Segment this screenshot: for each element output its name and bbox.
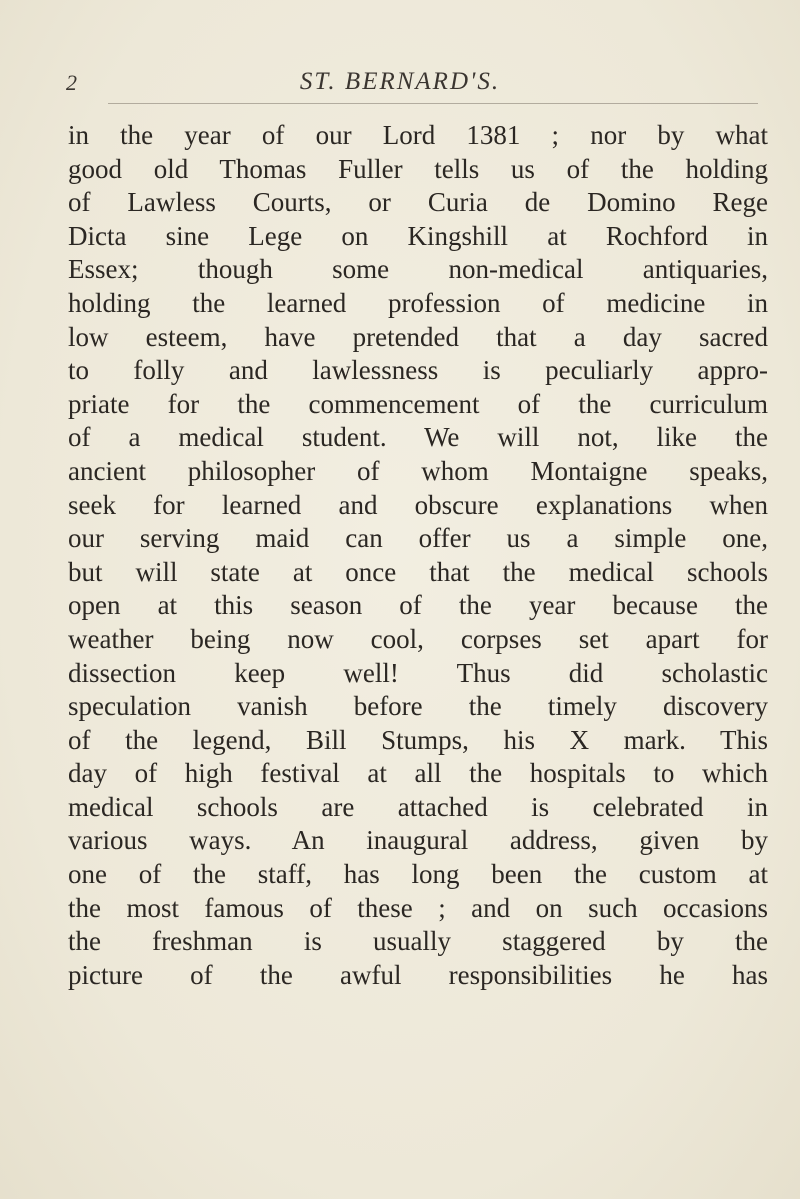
page-number: 2 [66,70,77,95]
text-line: one of the staff, has long been the custom at [68,859,768,890]
text-line: seek for learned and obscure explanations when [68,489,768,520]
text-line: Dicta sine Lege on Kingshill at Rochford in [68,220,768,251]
text-line: of Lawless Courts, or Curia de Domino Rege [68,187,768,218]
text-line: of a medical student. We will not, like the [68,422,768,453]
text-line: medical schools are attached is celebrated in [68,791,768,822]
running-title: ST. BERNARD'S. [299,68,501,95]
text-line: priate for the commencement of the curriculum [68,388,768,419]
text-line: our serving maid can offer us a simple one, [68,523,768,554]
text-line: ancient philosopher of whom Montaigne speaks, [68,455,768,486]
text-line: good old Thomas Fuller tells us of the holding [68,153,768,184]
text-line: the most famous of these ; and on such occasions [68,892,768,923]
text-line: weather being now cool, corpses set apart for [68,623,768,654]
header-rule [108,103,758,104]
text-line: to folly and lawlessness is peculiarly appro- [68,355,768,386]
text-line: holding the learned profession of medicine in [68,287,768,318]
text-line: the freshman is usually staggered by the [68,926,768,957]
text-line: open at this season of the year because the [68,590,768,621]
text-line: various ways. An inaugural address, given by [68,825,768,856]
text-line: picture of the awful responsibilities he has [68,959,768,990]
text-line: but will state at once that the medical schools [68,556,768,587]
text-line: day of high festival at all the hospitals to which [68,758,768,789]
text-line: low esteem, have pretended that a day sacred [68,321,768,352]
body-text [68,119,768,992]
text-line: in the year of our Lord 1381 ; nor by what [68,120,768,150]
running-head [0,68,800,108]
text-line: Essex; though some non-medical antiquaries, [68,254,768,285]
text-line: speculation vanish before the timely discovery [68,691,768,722]
text-line: dissection keep well! Thus did scholastic [68,657,768,688]
text-line: of the legend, Bill Stumps, his X mark. This [68,724,768,755]
